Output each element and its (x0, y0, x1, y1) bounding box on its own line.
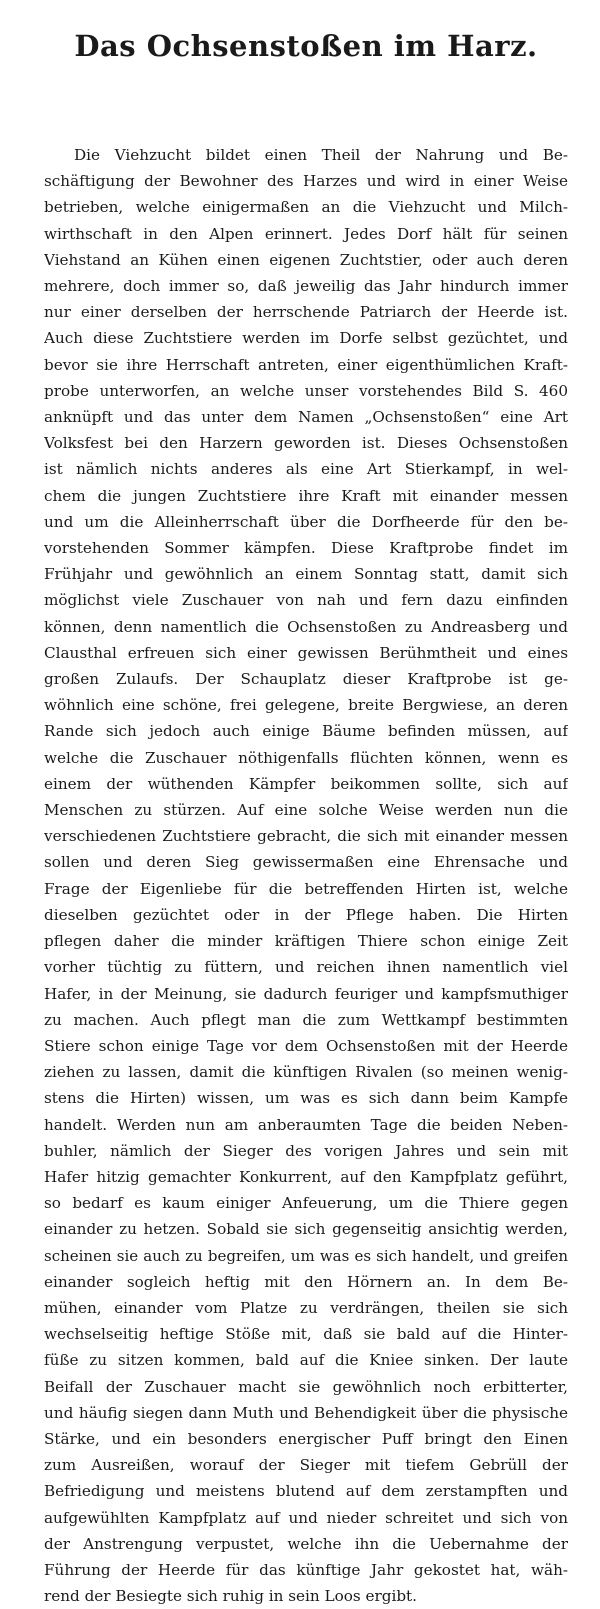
text-line: probe unterworfen, an welche unser vorstehendes Bild S. 460 (44, 381, 568, 400)
text-line: Stärke, und ein besonders energischer Puff bringt den Einen (44, 1429, 568, 1448)
text-line: wöhnlich eine schöne, frei gelegene, breite Bergwiese, an deren (44, 696, 568, 715)
text-line: stens die Hirten) wissen, um was es sich dann beim Kampfe (44, 1089, 568, 1108)
text-line: Hafer, in der Meinung, sie dadurch feuriger und kampfsmuthiger (44, 984, 568, 1003)
text-line: vorher tüchtig zu füttern, und reichen ihnen namentlich viel (44, 958, 568, 977)
text-line: handelt. Werden nun am anberaumten Tage die beiden Neben- (44, 1115, 568, 1134)
text-line: chem die jungen Zuchtstiere ihre Kraft mit einander messen (44, 486, 568, 505)
text-line: Hafer hitzig gemachter Konkurrent, auf den Kampfplatz geführt, (44, 1167, 568, 1186)
text-line: Die Viehzucht bildet einen Theil der Nahrung und Be- (74, 146, 568, 164)
text-line: anknüpft und das unter dem Namen „Ochsenstoßen“ eine Art (44, 408, 568, 427)
text-line: mehrere, doch immer so, daß jeweilig das Jahr hindurch immer (44, 277, 568, 296)
text-line: rend der Besiegte sich ruhig in sein Loos ergibt. (44, 1587, 417, 1606)
text-line: einem der wüthenden Kämpfer beikommen sollte, sich auf (44, 774, 568, 793)
text-line: welche die Zuschauer nöthigenfalls flüchten können, wenn es (44, 748, 568, 767)
text-line: aufgewühlten Kampfplatz auf und nieder schreitet und sich von (44, 1508, 568, 1527)
text-line: dieselben gezüchtet oder in der Pflege haben. Die Hirten (44, 905, 568, 924)
text-line: der Anstrengung verpustet, welche ihn die Uebernahme der (44, 1534, 568, 1553)
text-line: so bedarf es kaum einiger Anfeuerung, um die Thiere gegen (44, 1194, 568, 1213)
text-line: Führung der Heerde für das künftige Jahr gekostet hat, wäh- (44, 1560, 568, 1579)
text-line: und um die Alleinherrschaft über die Dorfheerde für den be- (44, 512, 568, 531)
text-line: können, denn namentlich die Ochsenstoßen zu Andreasberg und (44, 617, 568, 636)
text-line: möglichst viele Zuschauer von nah und fern dazu einfinden (44, 591, 568, 610)
text-line: Clausthal erfreuen sich einer gewissen Berühmtheit und eines (44, 643, 568, 662)
text-line: betrieben, welche einigermaßen an die Viehzucht und Milch- (44, 198, 568, 217)
text-line: wirthschaft in den Alpen erinnert. Jedes Dorf hält für seinen (44, 224, 568, 243)
text-line: sollen und deren Sieg gewissermaßen eine Ehrensache und (44, 853, 568, 872)
text-line: Befriedigung und meistens blutend auf dem zerstampften und (44, 1482, 568, 1501)
text-line: Frage der Eigenliebe für die betreffenden Hirten ist, welche (44, 879, 568, 898)
text-line: mühen, einander vom Platze zu verdrängen, theilen sie sich (44, 1298, 568, 1317)
text-line: füße zu sitzen kommen, bald auf die Kniee sinken. Der laute (44, 1351, 568, 1370)
text-line: Stiere schon einige Tage vor dem Ochsenstoßen mit der Heerde (44, 1036, 568, 1055)
article-page (44, 28, 568, 1606)
text-line: ist nämlich nichts anderes als eine Art Stierkampf, in wel- (44, 460, 568, 479)
text-line: Viehstand an Kühen einen eigenen Zuchtstier, oder auch deren (44, 250, 568, 269)
text-line: großen Zulaufs. Der Schauplatz dieser Kraftprobe ist ge- (44, 670, 568, 689)
text-line: und häufig siegen dann Muth und Behendigkeit über die physische (44, 1403, 568, 1422)
text-line: schäftigung der Bewohner des Harzes und wird in einer Weise (44, 172, 568, 191)
text-line: zu machen. Auch pflegt man die zum Wettkampf bestimmten (44, 1010, 568, 1029)
text-line: scheinen sie auch zu begreifen, um was es sich handelt, und greifen (44, 1246, 568, 1265)
text-line: buhler, nämlich der Sieger des vorigen Jahres und sein mit (44, 1141, 568, 1160)
text-line: bevor sie ihre Herrschaft antreten, einer eigenthümlichen Kraft- (44, 355, 568, 374)
text-line: Auch diese Zuchtstiere werden im Dorfe selbst gezüchtet, und (44, 329, 568, 348)
text-line: Beifall der Zuschauer macht sie gewöhnlich noch erbitterter, (44, 1377, 568, 1396)
text-line: verschiedenen Zuchtstiere gebracht, die sich mit einander messen (44, 827, 568, 846)
text-line: Volksfest bei den Harzern geworden ist. Dieses Ochsenstoßen (44, 434, 568, 453)
text-line: Rande sich jedoch auch einige Bäume befinden müssen, auf (44, 722, 568, 741)
text-line: einander zu hetzen. Sobald sie sich gegenseitig ansichtig werden, (44, 1220, 568, 1239)
text-line: zum Ausreißen, worauf der Sieger mit tiefem Gebrüll der (44, 1456, 568, 1475)
text-line: wechselseitig heftige Stöße mit, daß sie bald auf die Hinter- (44, 1325, 568, 1344)
text-line: einander sogleich heftig mit den Hörnern an. In dem Be- (44, 1272, 568, 1291)
text-line: Frühjahr und gewöhnlich an einem Sonntag statt, damit sich (44, 565, 568, 584)
text-line: Menschen zu stürzen. Auf eine solche Weise werden nun die (44, 801, 568, 820)
article-title: Das Ochsenstoßen im Harz. (74, 29, 538, 63)
text-line: ziehen zu lassen, damit die künftigen Rivalen (so meinen wenig- (44, 1063, 568, 1082)
text-line: vorstehenden Sommer kämpfen. Diese Kraftprobe findet im (44, 539, 568, 558)
text-line: nur einer derselben der herrschende Patriarch der Heerde ist. (44, 303, 568, 322)
article-body (44, 142, 568, 1609)
text-line: pflegen daher die minder kräftigen Thiere schon einige Zeit (44, 932, 568, 951)
